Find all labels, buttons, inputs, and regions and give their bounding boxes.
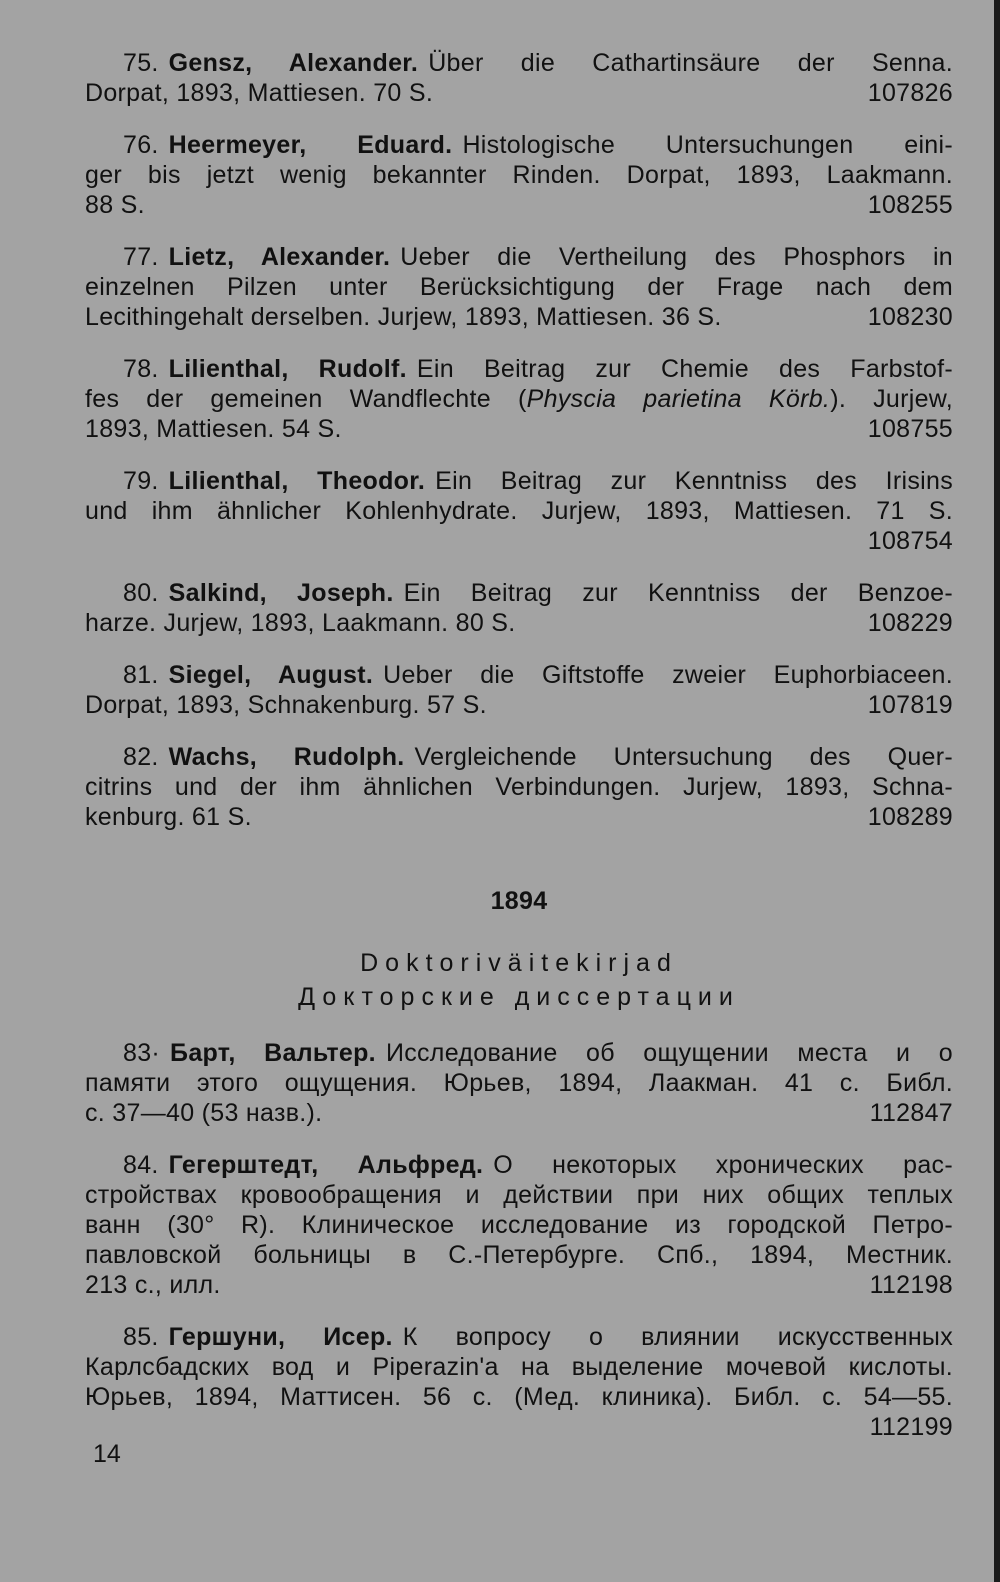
entry-text: памяти этого ощущения. Юрьев, 1894, Лаакман. 41 с. Библ. [85, 1069, 953, 1097]
year-heading: 1894 [490, 887, 548, 915]
entry-author: Lilienthal, Rudolf. [168, 355, 407, 383]
entry-text: 1893, Mattiesen. 54 S. [85, 415, 342, 443]
section-heading [85, 946, 953, 1014]
page-number: 14 [93, 1440, 121, 1468]
entry-84 [85, 1150, 953, 1300]
entry-text: Ein Beitrag zur Kenntniss des Irisins [435, 467, 953, 495]
entry-number: 76. [123, 131, 159, 159]
entry-text: harze. Jurjew, 1893, Laakmann. 80 S. [85, 609, 516, 637]
entry-text: kenburg. 61 S. [85, 803, 252, 831]
entry-code: 107826 [867, 79, 953, 107]
entry-text: Über die Cathartinsäure der Senna. [428, 49, 953, 77]
entry-77 [85, 242, 953, 332]
entry-code: 108755 [867, 415, 953, 443]
entry-text: ). Jurjew, [830, 385, 954, 413]
entry-number: 82. [123, 743, 159, 771]
entry-number: 83· [123, 1039, 161, 1067]
entry-85 [85, 1322, 953, 1442]
entry-code: 108255 [867, 191, 953, 219]
entry-text: стройствах кровообращения и действии при них общих теплых [85, 1181, 953, 1209]
entry-author: Lietz, Alexander. [168, 243, 391, 271]
entry-text: 213 с., илл. [85, 1271, 221, 1299]
entry-text: Ueber die Vertheilung des Phosphors in [400, 243, 953, 271]
entry-text: ger bis jetzt wenig bekannter Rinden. Dorpat, 1893, Laakmann. [85, 161, 953, 189]
entry-83 [85, 1038, 953, 1128]
entry-76 [85, 130, 953, 220]
entry-author: Гершуни, Исер. [168, 1323, 393, 1351]
entry-number: 77. [123, 243, 159, 271]
entry-number: 85. [123, 1323, 159, 1351]
entry-text: Юрьев, 1894, Маттисен. 56 с. (Мед. клиника). Библ. с. 54—55. [85, 1383, 953, 1411]
entry-79 [85, 466, 953, 556]
entry-species-italic: Physcia parietina Körb. [526, 385, 831, 413]
entry-author: Wachs, Rudolph. [168, 743, 405, 771]
heading-russian: Докторские диссертации [298, 983, 740, 1011]
page-edge-shadow [994, 0, 1000, 1582]
entry-text: павловской больницы в С.-Петербурге. Спб., 1894, Местник. [85, 1241, 953, 1269]
entry-text: Ein Beitrag zur Kenntniss der Benzoe- [403, 579, 953, 607]
entry-text: Lecithingehalt derselben. Jurjew, 1893, Mattiesen. 36 S. [85, 303, 722, 331]
entry-text: Dorpat, 1893, Schnakenburg. 57 S. [85, 691, 487, 719]
entry-78 [85, 354, 953, 444]
entry-82 [85, 742, 953, 832]
entry-text: ванн (30° R). Клиническое исследование из городской Петро- [85, 1211, 953, 1239]
entry-code: 108230 [867, 303, 953, 331]
entry-text: О некоторых хронических рас- [493, 1151, 953, 1179]
heading-estonian: Doktoriväitekirjad [360, 949, 678, 977]
entry-number: 80. [123, 579, 159, 607]
entry-code: 108289 [867, 803, 953, 831]
entry-code: 112198 [869, 1271, 953, 1299]
entry-text: und ihm ähnlicher Kohlenhydrate. Jurjew, 1893, Mattiesen. 71 S. [85, 497, 953, 525]
entry-text: Ein Beitrag zur Chemie des Farbstof- [416, 355, 953, 383]
entry-text: citrins und der ihm ähnlichen Verbindungen. Jurjew, 1893, Schna- [85, 773, 953, 801]
entry-number: 81. [123, 661, 159, 689]
entry-author: Lilienthal, Theodor. [168, 467, 426, 495]
entry-text: fes der gemeinen Wandflechte ( [85, 385, 527, 413]
entry-code: 108754 [867, 527, 953, 555]
entry-text: Dorpat, 1893, Mattiesen. 70 S. [85, 79, 434, 107]
entry-75 [85, 48, 953, 108]
entry-author: Барт, Вальтер. [170, 1039, 376, 1067]
entry-text: с. 37—40 (53 назв.). [85, 1099, 323, 1127]
entry-code: 112199 [869, 1413, 953, 1441]
entry-code: 108229 [867, 609, 953, 637]
entry-author: Siegel, August. [168, 661, 374, 689]
entry-80 [85, 578, 953, 638]
entry-text: Vergleichende Untersuchung des Quer- [414, 743, 953, 771]
entry-text: Ueber die Giftstoffe zweier Euphorbiaceen. [383, 661, 954, 689]
entry-number: 75. [123, 49, 159, 77]
entry-author: Gensz, Alexander. [168, 49, 419, 77]
entry-code: 107819 [867, 691, 953, 719]
entry-text: Histologische Untersuchungen eini- [462, 131, 953, 159]
entry-text: К вопросу о влиянии искусственных [402, 1323, 954, 1351]
entry-number: 79. [123, 467, 159, 495]
entry-text: Карлсбадских вод и Piperazin'a на выделение мочевой кислоты. [85, 1353, 953, 1381]
entry-81 [85, 660, 953, 720]
entry-author: Гегерштедт, Альфред. [168, 1151, 484, 1179]
entry-number: 78. [123, 355, 159, 383]
entry-author: Salkind, Joseph. [168, 579, 394, 607]
entry-text: Исследование об ощущении места и о [385, 1039, 953, 1067]
entry-author: Heermeyer, Eduard. [168, 131, 453, 159]
entry-text: 88 S. [85, 191, 145, 219]
entry-text: einzelnen Pilzen unter Berücksichtigung der Frage nach dem [85, 273, 953, 301]
entry-number: 84. [123, 1151, 159, 1179]
page-content [85, 48, 953, 1464]
entry-code: 112847 [869, 1099, 953, 1127]
